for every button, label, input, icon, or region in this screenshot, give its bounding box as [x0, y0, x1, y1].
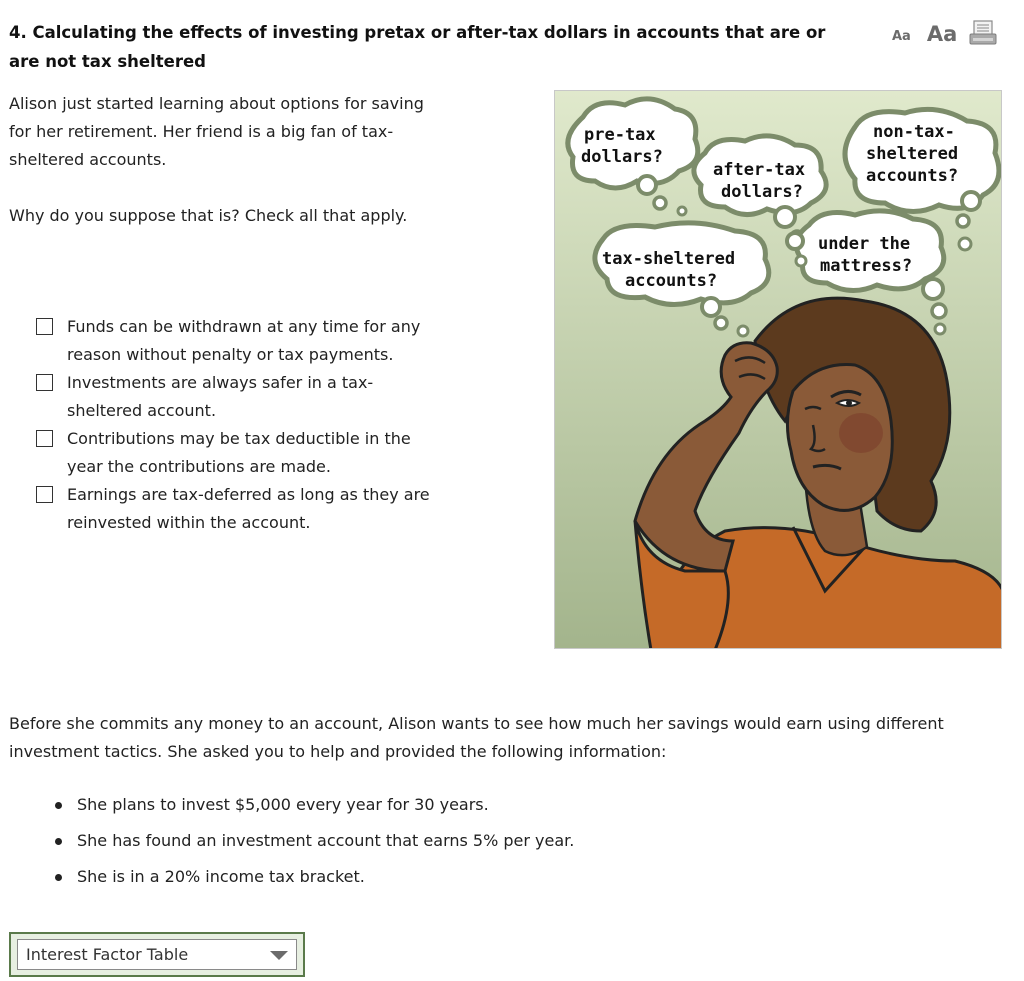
- checkbox[interactable]: [36, 430, 53, 447]
- intro-text: [9, 90, 439, 230]
- answer-options: [36, 313, 446, 537]
- text-tools: [892, 20, 997, 46]
- option-withdraw-anytime[interactable]: [36, 313, 446, 369]
- option-always-safer[interactable]: [36, 369, 446, 425]
- illustration-canvas: [555, 91, 1002, 649]
- prompt-paragraph: Why do you suppose that is? Check all that apply.: [9, 206, 408, 225]
- checkbox[interactable]: [36, 318, 53, 335]
- bubble-pretax-line2: dollars?: [581, 147, 663, 167]
- dropdown-selected-label: Interest Factor Table: [26, 945, 189, 964]
- option-tax-deductible[interactable]: [36, 425, 446, 481]
- decrease-font-button[interactable]: Aa: [892, 29, 911, 44]
- fact-item: She plans to invest $5,000 every year for 30 years.: [55, 787, 755, 823]
- intro-paragraph: Alison just started learning about options for saving for her retirement. Her friend is a big fan of tax-sheltered accounts.: [9, 94, 424, 169]
- bubble-sheltered-line1: tax-sheltered: [602, 249, 736, 269]
- bubble-mattress-line1: under the: [818, 234, 911, 254]
- chevron-down-icon[interactable]: [270, 951, 288, 960]
- interest-table-panel: [9, 932, 305, 977]
- fact-item: She has found an investment account that earns 5% per year.: [55, 823, 755, 859]
- bubble-nontax-line2: sheltered: [866, 144, 959, 164]
- checkbox[interactable]: [36, 374, 53, 391]
- option-label: Investments are always safer in a tax-sheltered account.: [67, 373, 374, 420]
- question-header: [9, 18, 859, 76]
- scenario-facts: [55, 787, 755, 895]
- option-label: Earnings are tax-deferred as long as they are reinvested within the account.: [67, 485, 430, 532]
- bubble-mattress-line2: mattress?: [820, 256, 913, 276]
- fact-item: She is in a 20% income tax bracket.: [55, 859, 755, 895]
- bubble-sheltered-line2: accounts?: [625, 271, 718, 291]
- question-title: 4. Calculating the effects of investing pretax or after-tax dollars in accounts that are or are not tax sheltered: [9, 23, 826, 71]
- checkbox[interactable]: [36, 486, 53, 503]
- interest-factor-table-dropdown[interactable]: [17, 939, 297, 970]
- increase-font-button[interactable]: Aa: [926, 22, 958, 46]
- bubble-aftertax-line1: after-tax: [713, 160, 806, 180]
- bubble-pretax-line1: pre-tax: [584, 125, 656, 145]
- option-label: Contributions may be tax deductible in the year the contributions are made.: [67, 429, 411, 476]
- alison-thinking-illustration: [554, 90, 1002, 649]
- scenario-paragraph: Before she commits any money to an account, Alison wants to see how much her savings would earn using different investment tactics. She asked you to help and provided the following information:: [9, 714, 944, 761]
- bubble-nontax-line1: non-tax-: [873, 122, 955, 142]
- bubble-aftertax-line2: dollars?: [721, 182, 803, 202]
- option-label: Funds can be withdrawn at any time for any reason without penalty or tax payments.: [67, 317, 421, 364]
- bubble-nontax-line3: accounts?: [866, 166, 959, 186]
- option-tax-deferred[interactable]: [36, 481, 446, 537]
- print-icon[interactable]: [969, 20, 997, 46]
